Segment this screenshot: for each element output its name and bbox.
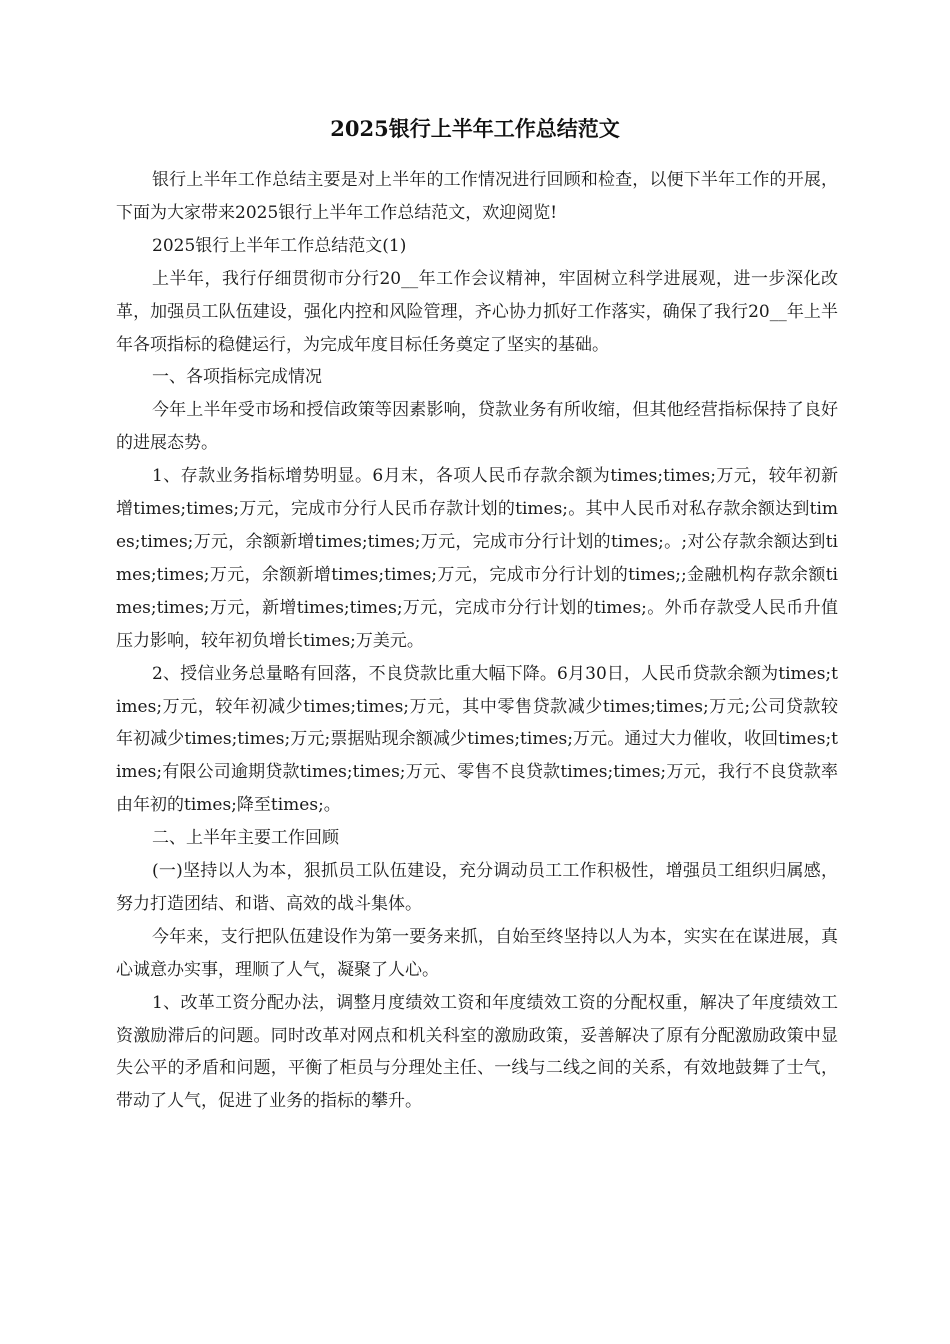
body-paragraph: (一)坚持以人为本，狠抓员工队伍建设，充分调动员工工作积极性，增强员工组织归属感，努力打造团结、和谐、高效的战斗集体。 <box>116 861 838 914</box>
document-title: 2025银行上半年工作总结范文 <box>330 116 620 141</box>
heading-indicators: 一、各项指标完成情况 <box>152 367 322 388</box>
body-paragraph: 上半年，我行仔细贯彻市分行20__年工作会议精神，牢固树立科学进展观，进一步深化改革，加强员工队伍建设，强化内控和风险管理，齐心协力抓好工作落实，确保了我行20__年上半年各项指标的稳健运行，为完成年度目标任务奠定了坚实的基础。 <box>116 268 838 355</box>
body-paragraph: 1、改革工资分配办法，调整月度绩效工资和年度绩效工资的分配权重，解决了年度绩效工资激励滞后的问题。同时改革对网点和机关科室的激励政策，妥善解决了原有分配激励政策中显失公平的矛盾和问题，平衡了柜员与分理处主任、一线与二线之间的关系，有效地鼓舞了士气，带动了人气，促进了业务的指标的攀升。 <box>116 992 838 1112</box>
deposit-paragraph: 1、存款业务指标增势明显。6月末，各项人民币存款余额为times;times;万元，较年初新增times;times;万元，完成市分行人民币存款计划的times;。其中人民币对私存款余额达到times;times;万元，余额新增times;times;万元，完成市分行计划的times;。;对公存款余额达到times;times;万元，余额新增times;times;万元，完成市分行计划的times;;金融机构存款余额times;times;万元，新增times;times;万元，完成市分行计划的times;。外币存款受人民币升值压力影响，较年初负增长times;万美元。 <box>116 466 838 651</box>
heading-work-review: 二、上半年主要工作回顾 <box>152 828 339 849</box>
body-paragraph: 今年来，支行把队伍建设作为第一要务来抓，自始至终坚持以人为本，实实在在谋进展，真心诚意办实事，理顺了人气，凝聚了人心。 <box>116 926 838 980</box>
credit-paragraph: 2、授信业务总量略有回落，不良贷款比重大幅下降。6月30日，人民币贷款余额为times;times;万元，较年初减少times;times;万元，其中零售贷款减少times;times;万元;公司贷款较年初减少times;times;万元;票据贴现余额减少times;times;万元。通过大力催收，收回times;times;有限公司逾期贷款times;times;万元、零售不良贷款times;times;万元，我行不良贷款率由年初的times;降至times;。 <box>116 663 838 816</box>
section-title-1: 2025银行上半年工作总结范文(1) <box>152 235 407 256</box>
document-body <box>116 164 838 1118</box>
intro-paragraph: 银行上半年工作总结主要是对上半年的工作情况进行回顾和检查，以便下半年工作的开展，下面为大家带来2025银行上半年工作总结范文，欢迎阅览! <box>116 170 838 223</box>
body-paragraph: 今年上半年受市场和授信政策等因素影响，贷款业务有所收缩，但其他经营指标保持了良好的进展态势。 <box>116 400 838 454</box>
